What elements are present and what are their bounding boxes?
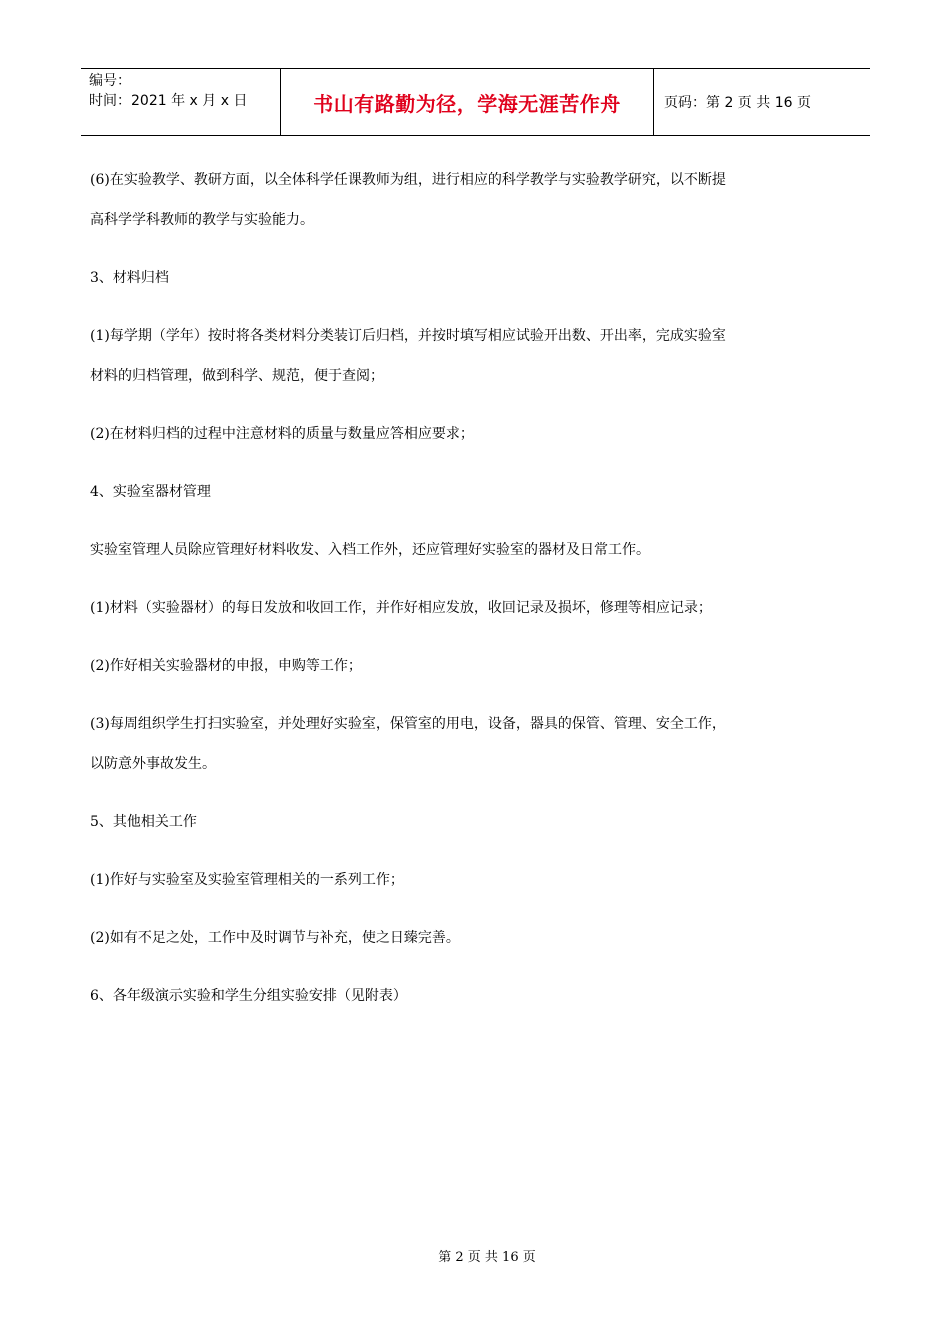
text-line: 材料的归档管理，做到科学、规范，便于查阅； bbox=[90, 368, 384, 384]
header-meta-cell bbox=[81, 69, 281, 135]
paragraph bbox=[90, 414, 860, 454]
text-line: 3、材料归档 bbox=[90, 270, 169, 286]
paragraph bbox=[90, 530, 860, 570]
document-body bbox=[90, 160, 860, 1016]
text-line: 实验室管理人员除应管理好材料收发、入档工作外，还应管理好实验室的器材及日常工作。 bbox=[90, 542, 650, 558]
page-footer: 第 2 页 共 16 页 bbox=[438, 1250, 536, 1265]
text-line: (2)如有不足之处，工作中及时调节与补充，使之日臻完善。 bbox=[90, 930, 460, 946]
header-motto: 书山有路勤为径，学海无涯苦作舟 bbox=[281, 69, 654, 135]
paragraph bbox=[90, 802, 860, 842]
text-line: 高科学学科教师的教学与实验能力。 bbox=[90, 212, 314, 228]
text-line: (1)材料（实验器材）的每日发放和收回工作，并作好相应发放，收回记录及损坏，修理等相应记录； bbox=[90, 600, 712, 616]
document-number-label: 编号： bbox=[89, 73, 131, 89]
paragraph bbox=[90, 316, 860, 396]
document-date-label: 时间：2021 年 x 月 x 日 bbox=[89, 93, 248, 109]
text-line: (1)每学期（学年）按时将各类材料分类装订后归档，并按时填写相应试验开出数、开出率，完成实验室 bbox=[90, 328, 726, 344]
paragraph bbox=[90, 588, 860, 628]
paragraph bbox=[90, 704, 860, 784]
text-line: (1)作好与实验室及实验室管理相关的一系列工作； bbox=[90, 872, 404, 888]
text-line: 5、其他相关工作 bbox=[90, 814, 197, 830]
text-line: (2)在材料归档的过程中注意材料的质量与数量应答相应要求； bbox=[90, 426, 474, 442]
text-line: 以防意外事故发生。 bbox=[90, 756, 216, 772]
text-line: (6)在实验教学、教研方面，以全体科学任课教师为组，进行相应的科学教学与实验教学研究，以不断提 bbox=[90, 172, 726, 188]
header-page-info: 页码：第 2 页 共 16 页 bbox=[664, 95, 811, 111]
paragraph bbox=[90, 472, 860, 512]
text-line: (3)每周组织学生打扫实验室，并处理好实验室，保管室的用电，设备，器具的保管、管理、安全工作， bbox=[90, 716, 726, 732]
text-line: 6、各年级演示实验和学生分组实验安排（见附表） bbox=[90, 988, 407, 1004]
paragraph bbox=[90, 860, 860, 900]
page-header bbox=[81, 68, 870, 136]
paragraph bbox=[90, 160, 860, 240]
paragraph bbox=[90, 646, 860, 686]
paragraph bbox=[90, 258, 860, 298]
paragraph bbox=[90, 976, 860, 1016]
text-line: 4、实验室器材管理 bbox=[90, 484, 211, 500]
text-line: (2)作好相关实验器材的申报，申购等工作； bbox=[90, 658, 362, 674]
paragraph bbox=[90, 918, 860, 958]
